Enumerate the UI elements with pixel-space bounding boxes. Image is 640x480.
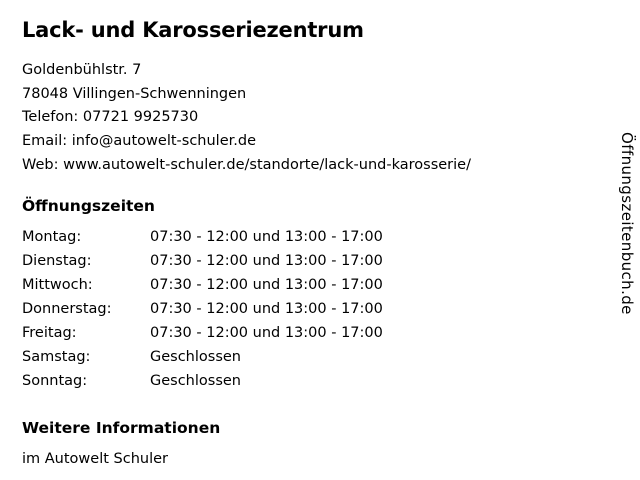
day-hours-tuesday: 07:30 - 12:00 und 13:00 - 17:00	[150, 253, 383, 270]
table-row	[22, 229, 383, 253]
watermark-label: Öffnungszeitenbuch.de	[618, 132, 636, 315]
day-hours-sunday: Geschlossen	[150, 373, 241, 390]
day-hours-friday: 07:30 - 12:00 und 13:00 - 17:00	[150, 325, 383, 342]
address-line-web: Web: www.autowelt-schuler.de/standorte/lack-und-karosserie/	[22, 156, 471, 173]
more-information-text: im Autowelt Schuler	[22, 451, 168, 468]
table-row	[22, 253, 383, 277]
opening-hours-heading: Öffnungszeiten	[22, 197, 155, 216]
address-block	[22, 59, 580, 177]
day-label-thursday: Donnerstag:	[22, 301, 112, 318]
table-row	[22, 325, 383, 349]
table-row	[22, 349, 383, 373]
day-hours-monday: 07:30 - 12:00 und 13:00 - 17:00	[150, 229, 383, 246]
address-line-street: Goldenbühlstr. 7	[22, 62, 142, 79]
page-title: Lack- und Karosseriezentrum	[22, 18, 364, 42]
day-hours-saturday: Geschlossen	[150, 349, 241, 366]
day-label-saturday: Samstag:	[22, 349, 91, 366]
table-row	[22, 277, 383, 301]
day-label-sunday: Sonntag:	[22, 373, 88, 390]
address-line-phone: Telefon: 07721 9925730	[22, 109, 199, 126]
day-hours-thursday: 07:30 - 12:00 und 13:00 - 17:00	[150, 301, 383, 318]
day-label-friday: Freitag:	[22, 325, 77, 342]
day-label-monday: Montag:	[22, 229, 82, 246]
more-information-heading: Weitere Informationen	[22, 419, 221, 438]
table-row	[22, 301, 383, 325]
address-line-city: 78048 Villingen-Schwenningen	[22, 85, 247, 102]
day-hours-wednesday: 07:30 - 12:00 und 13:00 - 17:00	[150, 277, 383, 294]
day-label-wednesday: Mittwoch:	[22, 277, 93, 294]
day-label-tuesday: Dienstag:	[22, 253, 92, 270]
address-line-email: Email: info@autowelt-schuler.de	[22, 133, 256, 150]
opening-hours-table	[22, 229, 383, 397]
table-row	[22, 373, 383, 397]
